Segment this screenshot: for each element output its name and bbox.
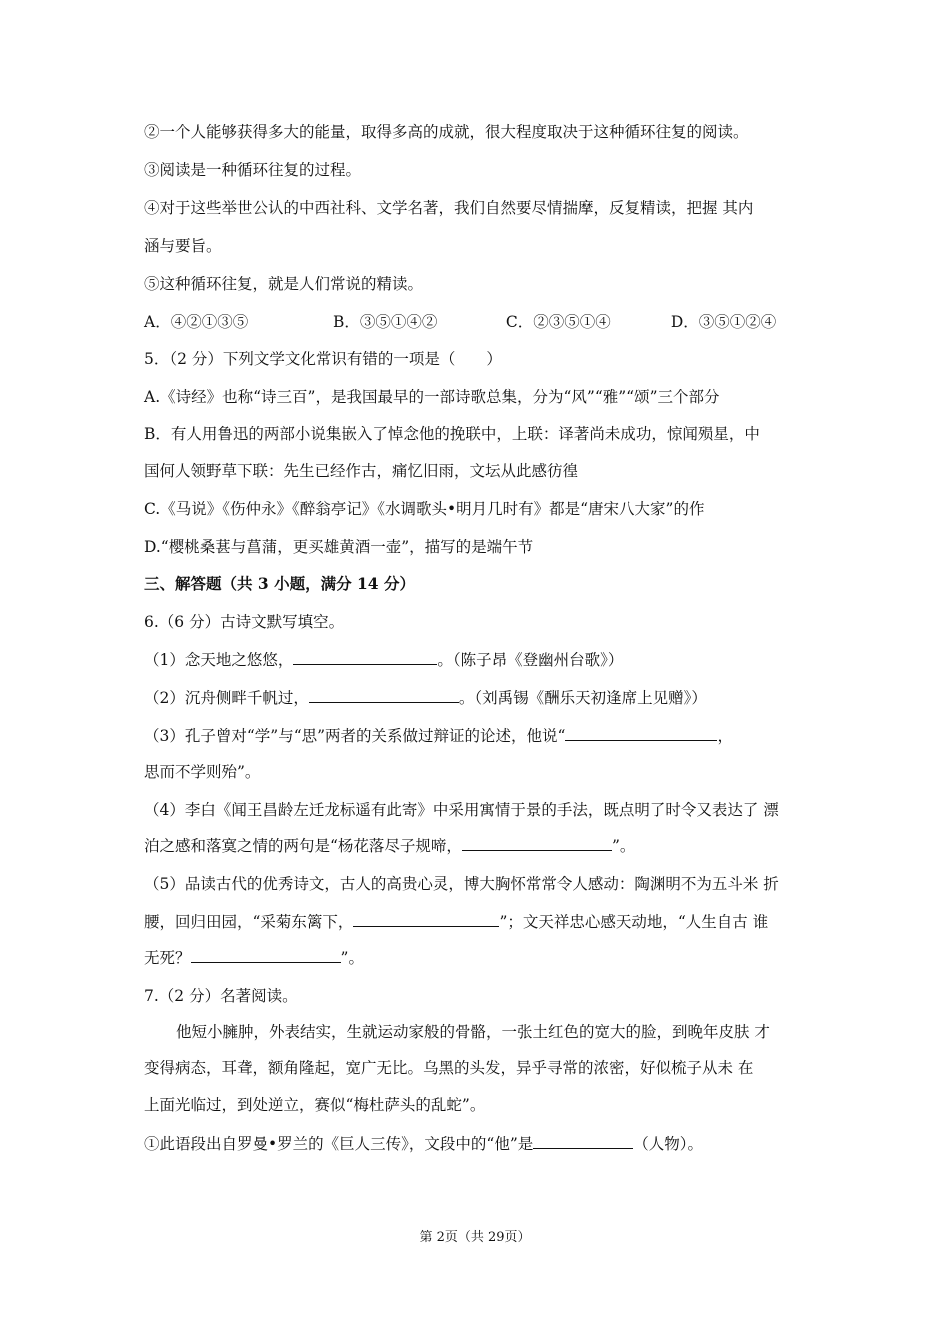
q7-passage-line: 他短小臃肿，外表结实，生就运动家般的骨骼，一张土红色的宽大的脸，到晚年皮肤 才 (176, 1023, 770, 1041)
q5-stem: 5．（2 分）下列文学文化常识有错的一项是（ ） (144, 350, 502, 368)
answer-blank[interactable] (565, 726, 717, 741)
q6-part4: （4）李白《闻王昌龄左迁龙标遥有此寄》中采用寓情于景的手法，既点明了时令又表达了 漂 (144, 801, 779, 819)
text-line: 涵与要旨。 (144, 237, 222, 255)
q7-passage-line: 变得病态，耳聋，额角隆起，宽广无比。乌黑的头发，异乎寻常的浓密，好似梳子从未 在 (144, 1059, 754, 1077)
q6-part5: （5）品读古代的优秀诗文，古人的高贵心灵，博大胸怀常常令人感动：陶渊明不为五斗米 折 (144, 875, 779, 893)
q6-part3: （3）孔子曾对“学”与“思”两者的关系做过辩证的论述，他说“ ， (144, 727, 733, 745)
q6-part4-cont: 泊之感和落寞之情的两句是“杨花落尽子规啼， ”。 (144, 837, 636, 855)
q4-option-c: C．②③⑤①④ (505, 313, 611, 331)
answer-blank[interactable] (353, 912, 499, 927)
answer-blank[interactable] (191, 948, 341, 963)
text-line: ④对于这些举世公认的中西社科、文学名著，我们自然要尽情揣摩，反复精读，把握 其内 (144, 199, 754, 217)
q4-option-d: D．③⑤①②④ (670, 313, 777, 331)
q7-passage-line: 上面光临过，到处逆立，赛似“梅杜萨头的乱蛇”。 (144, 1096, 486, 1114)
answer-blank[interactable] (462, 836, 612, 851)
q6-part1: （1）念天地之悠悠， 。（陈子昂《登幽州台歌》） (144, 651, 624, 669)
q4-option-a: A．④②①③⑤ (144, 313, 249, 331)
q5-option-c: C.《马说》《伤仲永》《醉翁亭记》《水调歌头•明月几时有》都是“唐宋八大家”的作 (144, 500, 705, 518)
q5-option-b-cont: 国何人领野草下联：先生已经作古，痛忆旧雨，文坛从此感彷徨 (144, 462, 579, 480)
q5-option-d: D.“樱桃桑葚与菖蒲，更买雄黄酒一壶”，描写的是端午节 (144, 538, 534, 556)
text-line: ③阅读是一种循环往复的过程。 (144, 161, 362, 179)
q7-stem: 7.（2 分）名著阅读。 (144, 987, 298, 1005)
page-footer: 第 2页（共 29页） (419, 1230, 531, 1245)
q4-option-b: B．③⑤①④② (332, 313, 438, 331)
q4-options (144, 312, 776, 332)
q6-stem: 6.（6 分）古诗文默写填空。 (144, 613, 345, 631)
q6-part2: （2）沉舟侧畔千帆过， 。（刘禹锡《酬乐天初逢席上见赠》） (144, 689, 707, 707)
answer-blank[interactable] (309, 688, 459, 703)
section-heading: 三、解答题（共 3 小题，满分 14 分） (144, 574, 415, 593)
q6-part5-cont2: 无死？ ”。 (144, 949, 364, 967)
answer-blank[interactable] (293, 650, 437, 665)
answer-blank[interactable] (533, 1134, 633, 1149)
text-line: ②一个人能够获得多大的能量，取得多高的成就，很大程度取决于这种循环往复的阅读。 (144, 123, 749, 141)
text-line: ⑤这种循环往复，就是人们常说的精读。 (144, 275, 424, 293)
q5-option-b: B．有人用鲁迅的两部小说集嵌入了悼念他的挽联中，上联：译著尚未成功，惊闻殒星，中 (144, 425, 760, 443)
q6-part5-cont: 腰，回归田园，“采菊东篱下， ”；文天祥忠心感天动地，“人生自古 谁 (144, 913, 769, 931)
q6-part3-cont: 思而不学则殆”。 (144, 763, 261, 781)
q5-option-a: A.《诗经》也称“诗三百”，是我国最早的一部诗歌总集，分为“风”“雅”“颂”三个部分 (144, 388, 720, 406)
q7-sub1: ①此语段出自罗曼•罗兰的《巨人三传》，文段中的“他”是 （人物）。 (144, 1135, 704, 1153)
